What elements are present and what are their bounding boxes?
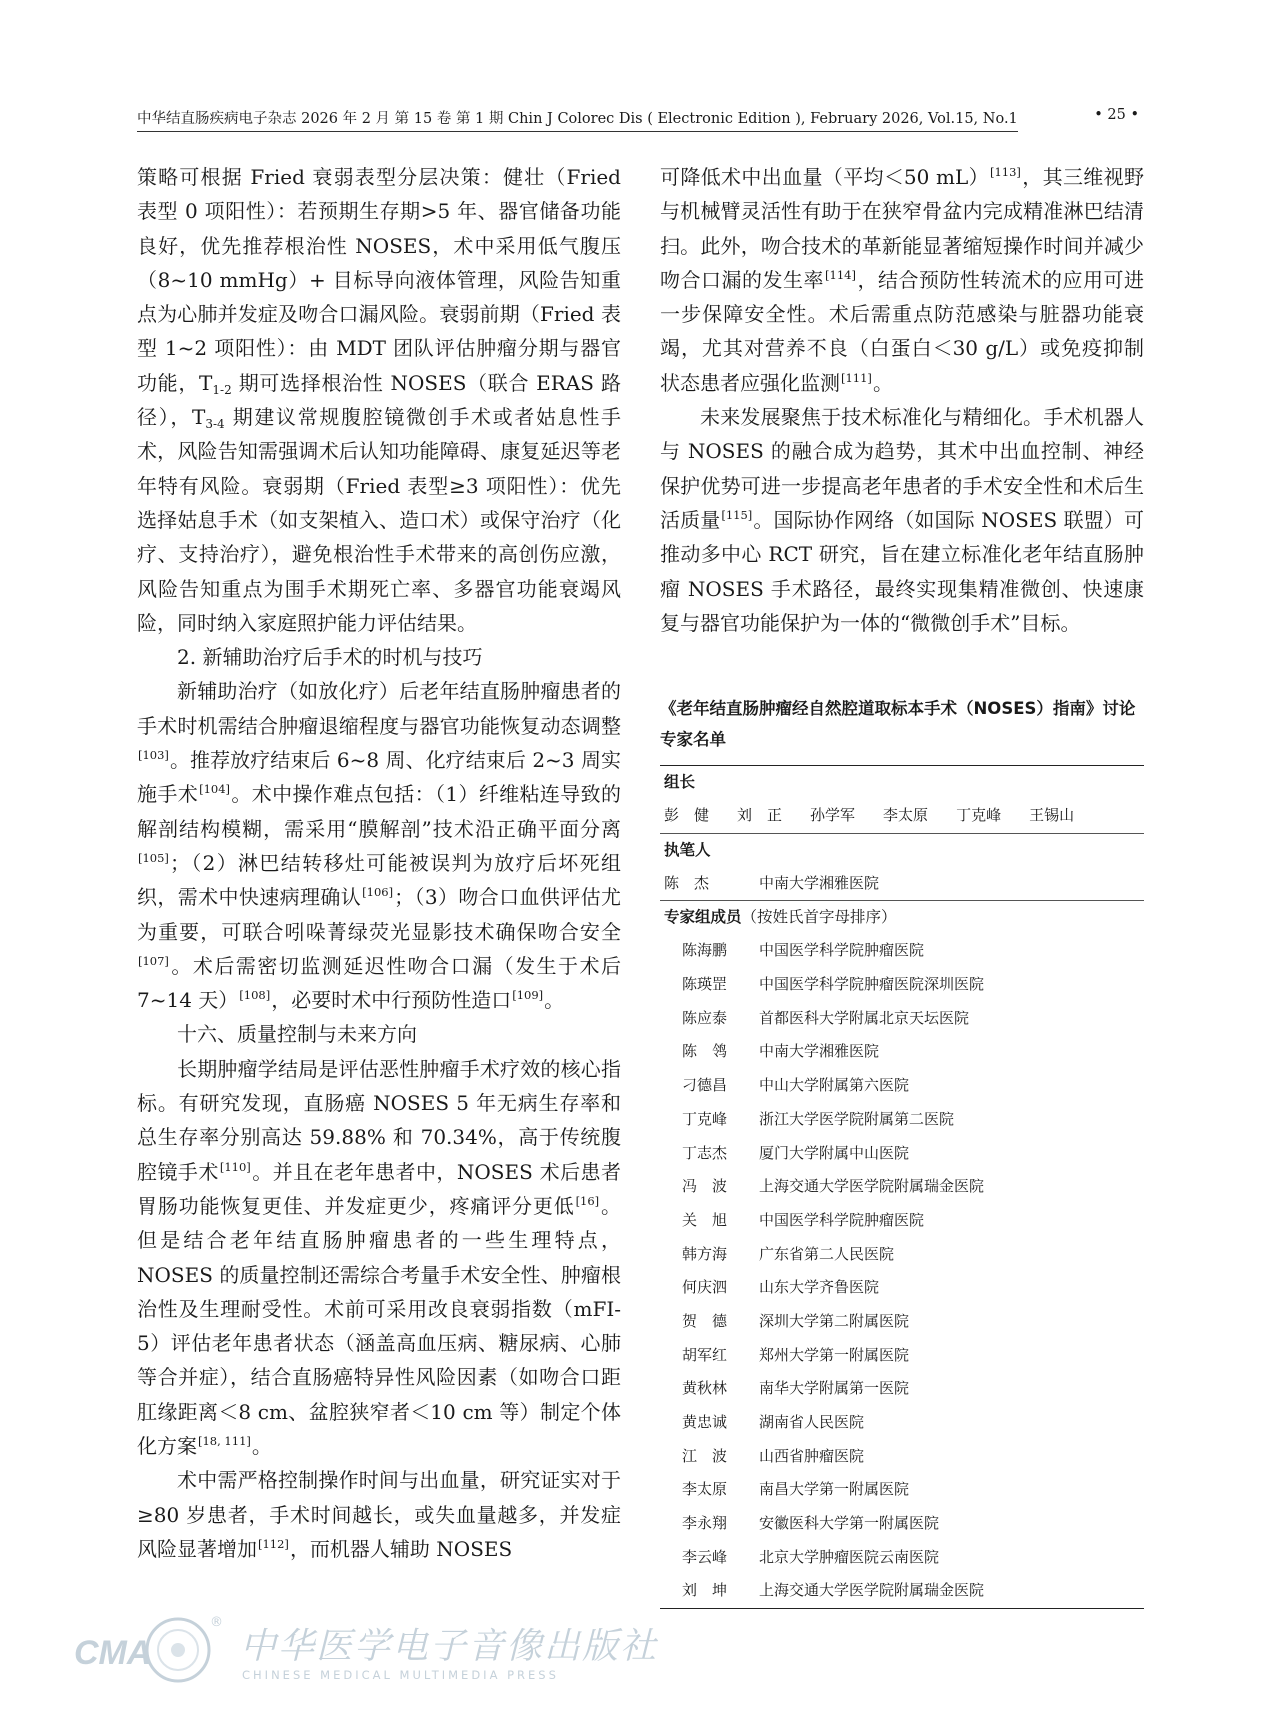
registered-mark: ® bbox=[210, 1615, 223, 1630]
writer-org: 中南大学湘雅医院 bbox=[759, 873, 880, 892]
member-org: 中国医学科学院肿瘤医院 bbox=[759, 1210, 925, 1229]
left-column bbox=[137, 160, 621, 1566]
members-heading: 专家组成员（按姓氏首字母排序） bbox=[664, 908, 897, 927]
member-name: 李永翔 bbox=[682, 1514, 728, 1533]
member-row bbox=[660, 1069, 1144, 1103]
citation[interactable]: [111] bbox=[841, 370, 872, 385]
paragraph-future-direction: 未来发展聚焦于技术标准化与精细化。手术机器人与 NOSES 的融合成为趋势，其术中出血控制、神经保护优势可进一步提高老年患者的手术安全性和术后生活质量[115]。国际协作网络（如国际 NOSES 联盟）可推动多中心 RCT 研究，旨在建立标准化老年结直肠肿瘤 NOSES 手术路径，最终实现集精准微创、快速康复与器官功能保护为一体的“微微创手术”目标。 bbox=[660, 405, 1144, 635]
leader-name: 孙学军 bbox=[810, 806, 856, 824]
member-name: 关 旭 bbox=[682, 1210, 728, 1229]
leader-name: 丁克峰 bbox=[956, 806, 1002, 824]
member-name: 陈瑛罡 bbox=[682, 975, 728, 994]
publisher-logo bbox=[70, 1612, 659, 1692]
paragraph-frailty-strategy: 策略可根据 Fried 衰弱表型分层决策：健壮（Fried 表型 0 项阳性）：若预期生存期>5 年、器官储备功能良好，优先推荐根治性 NOSES，术中采用低气腹压（8~10 mmHg）+ 目标导向液体管理，风险告知重点为心肺并发症及吻合口漏风险。衰弱前期（Fried 表型 1~2 项阳性）：由 MDT 团队评估肿瘤分期与器官功能，$T_{1-2}$ 期可选择根治性 NOSES（联合 ERAS 路径），$T_{3-4}$ 期建议常规腹腔镜微创手术或者姑息性手术，风险告知需强调术后认知功能障碍、康复延迟等老年特有风险。衰弱期（Fried 表型≥3 项阳性）：优先选择姑息手术（如支架植入、造口术）或保守治疗（化疗、支持治疗），避免根治性手术带来的高创伤应激，风险告知重点为围手术期死亡率、多器官功能衰竭风险，同时纳入家庭照护能力评估结果。 bbox=[137, 165, 622, 635]
member-org: 上海交通大学医学院附属瑞金医院 bbox=[759, 1177, 985, 1196]
member-name: 李云峰 bbox=[682, 1547, 728, 1566]
press-name-cn: 中华医学电子音像出版社 bbox=[240, 1626, 659, 1667]
writer-heading: 执笔人 bbox=[664, 840, 711, 859]
leader-name: 刘 正 bbox=[737, 806, 783, 824]
member-org: 南昌大学第一附属医院 bbox=[759, 1480, 910, 1499]
press-name-en: CHINESE MEDICAL MULTIMEDIA PRESS bbox=[242, 1668, 559, 1682]
leader-name: 王锡山 bbox=[1029, 806, 1075, 824]
member-org: 首都医科大学附属北京天坛医院 bbox=[759, 1008, 970, 1027]
cma-disc-logo bbox=[70, 1612, 235, 1684]
member-name: 陈 鸰 bbox=[682, 1042, 728, 1061]
member-org: 厦门大学附属中山医院 bbox=[759, 1143, 910, 1162]
member-row bbox=[660, 1372, 1144, 1406]
citation[interactable]: [112] bbox=[258, 1536, 289, 1551]
member-org: 山东大学齐鲁医院 bbox=[759, 1278, 880, 1297]
member-row bbox=[660, 1440, 1144, 1474]
member-name: 冯 波 bbox=[682, 1177, 728, 1196]
subsection-heading-neoadjuvant: 2. 新辅助治疗后手术的时机与技巧 bbox=[177, 645, 483, 670]
member-row bbox=[660, 1541, 1144, 1575]
member-org: 中国医学科学院肿瘤医院深圳医院 bbox=[759, 975, 985, 994]
member-row bbox=[660, 1002, 1144, 1036]
member-org: 广东省第二人民医院 bbox=[759, 1244, 895, 1263]
member-name: 黄秋林 bbox=[682, 1379, 728, 1398]
journal-citation: 中华结直肠疾病电子杂志 2026 年 2 月 第 15 卷 第 1 期 Chin J Colorec Dis ( Electronic Edition ), February 2026, Vol.15, No.1 bbox=[137, 107, 1018, 132]
citation[interactable]: [107] bbox=[138, 953, 169, 968]
citation[interactable]: [114] bbox=[825, 267, 856, 282]
member-org: 安徽医科大学第一附属医院 bbox=[759, 1514, 940, 1533]
member-row bbox=[660, 1406, 1144, 1440]
member-name: 陈海鹏 bbox=[682, 941, 728, 960]
paragraph-oncologic-outcome: 长期肿瘤学结局是评估恶性肿瘤手术疗效的核心指标。有研究发现，直肠癌 NOSES 5 年无病生存率和总生存率分别高达 59.88% 和 70.34%，高于传统腹腔镜手术[110]。并且在老年患者中，NOSES 术后患者胃肠功能恢复更佳、并发症更少，疼痛评分更低[16]。但是结合老年结直肠肿瘤患者的一些生理特点，NOSES 的质量控制还需综合考量手术安全性、肿瘤根治性及生理耐受性。术前可采用改良衰弱指数（mFI-5）评估老年患者状态（涵盖高血压病、糖尿病、心肺等合并症），结合直肠癌特异性风险因素（如吻合口距肛缘距离＜8 cm、盆腔狭窄者＜10 cm 等）制定个体化方案[18, 111]。 bbox=[137, 1056, 622, 1458]
writer-row bbox=[660, 867, 1144, 901]
member-org: 北京大学肿瘤医院云南医院 bbox=[759, 1547, 940, 1566]
citation[interactable]: [105] bbox=[138, 850, 169, 865]
leader-heading: 组长 bbox=[664, 773, 696, 791]
cma-logo-text: CMA bbox=[74, 1634, 152, 1672]
expert-list bbox=[660, 693, 1144, 1609]
member-row bbox=[660, 1339, 1144, 1373]
section-heading-quality-control: 十六、质量控制与未来方向 bbox=[177, 1022, 417, 1047]
member-name: 刁德昌 bbox=[682, 1076, 728, 1095]
running-header bbox=[137, 107, 1139, 131]
member-row bbox=[660, 1507, 1144, 1541]
citation[interactable]: [109] bbox=[512, 988, 544, 1003]
member-name: 丁克峰 bbox=[682, 1109, 728, 1128]
right-column bbox=[660, 160, 1144, 640]
member-name: 丁志杰 bbox=[682, 1143, 728, 1162]
leader-name: 李太原 bbox=[883, 806, 929, 824]
member-org: 湖南省人民医院 bbox=[759, 1413, 865, 1431]
member-org: 中山大学附属第六医院 bbox=[759, 1076, 910, 1095]
member-list bbox=[660, 934, 1144, 1608]
paragraph-intraoperative-control: 术中需严格控制操作时间与出血量，研究证实对于≥80 岁患者，手术时间越长，或失血量越多，并发症风险显著增加[112]，而机器人辅助 NOSES bbox=[137, 1468, 621, 1561]
member-row bbox=[660, 1473, 1144, 1507]
member-org: 山西省肿瘤医院 bbox=[759, 1446, 865, 1465]
citation[interactable]: [16] bbox=[575, 1193, 600, 1208]
member-row bbox=[660, 934, 1144, 968]
member-name: 李太原 bbox=[682, 1480, 728, 1499]
member-row bbox=[660, 1305, 1144, 1339]
member-row bbox=[660, 1137, 1144, 1171]
member-name: 贺 德 bbox=[682, 1311, 728, 1330]
citation[interactable]: [113] bbox=[989, 165, 1021, 179]
page-number: • 25 • bbox=[1094, 107, 1139, 123]
paragraph-neoadjuvant-timing: 新辅助治疗（如放化疗）后老年结直肠肿瘤患者的手术时机需结合肿瘤退缩程度与器官功能恢复动态调整[103]。推荐放疗结束后 6~8 周、化疗结束后 2~3 周实施手术[104]。术中操作难点包括：（1）纤维粘连导致的解剖结构模糊，需采用“膜解剖”技术沿正确平面分离[105]；（2）淋巴结转移灶可能被误判为放疗后坏死组织，需术中快速病理确认[106]；（3）吻合口血供评估尤为重要，可联合吲哚菁绿荧光显影技术确保吻合安全[107]。术后需密切监测延迟性吻合口漏（发生于术后 7~14 天）[108]，必要时术中行预防性造口[109]。 bbox=[137, 679, 621, 1013]
member-name: 黄忠诚 bbox=[682, 1413, 728, 1431]
leader-name: 彭 健 bbox=[664, 806, 710, 824]
citation[interactable]: [18, 111] bbox=[198, 1433, 251, 1448]
citation[interactable]: [106] bbox=[362, 885, 394, 900]
member-row bbox=[660, 1035, 1144, 1069]
citation[interactable]: [108] bbox=[239, 988, 271, 1003]
member-name: 何庆泗 bbox=[682, 1278, 728, 1297]
citation[interactable]: [104] bbox=[199, 782, 231, 797]
citation[interactable]: [115] bbox=[721, 507, 753, 522]
member-org: 南华大学附属第一医院 bbox=[759, 1379, 910, 1398]
member-row bbox=[660, 1204, 1144, 1238]
member-org: 中南大学湘雅医院 bbox=[759, 1042, 880, 1061]
member-row bbox=[660, 1238, 1144, 1272]
member-row bbox=[660, 1271, 1144, 1305]
citation[interactable]: [110] bbox=[219, 1159, 251, 1174]
member-name: 江 波 bbox=[682, 1446, 728, 1465]
member-row bbox=[660, 1103, 1144, 1137]
member-name: 刘 坤 bbox=[682, 1581, 728, 1600]
expert-list-title: 《老年结直肠肿瘤经自然腔道取标本手术（NOSES）指南》讨论专家名单 bbox=[660, 699, 1136, 749]
members-sort-note: （按姓氏首字母排序） bbox=[741, 908, 897, 927]
member-org: 深圳大学第二附属医院 bbox=[759, 1311, 910, 1330]
member-row bbox=[660, 1574, 1144, 1608]
writer-name: 陈 杰 bbox=[664, 873, 710, 892]
member-org: 郑州大学第一附属医院 bbox=[759, 1345, 910, 1364]
paragraph-robotic-noses: 可降低术中出血量（平均＜50 mL）[113]，其三维视野与机械臂灵活性有助于在狭窄骨盆内完成精准淋巴结清扫。此外，吻合技术的革新能显著缩短操作时间并减少吻合口漏的发生率[114]，结合预防性转流术的应用可进一步保障安全性。术后需重点防范感染与脏器功能衰竭，尤其对营养不良（白蛋白＜30 g/L）或免疫抑制状态患者应强化监测[111]。 bbox=[660, 165, 1145, 395]
member-name: 韩方海 bbox=[682, 1244, 728, 1263]
member-name: 胡军红 bbox=[682, 1345, 728, 1364]
member-name: 陈应泰 bbox=[682, 1008, 728, 1027]
member-row bbox=[660, 1170, 1144, 1204]
member-org: 浙江大学医学院附属第二医院 bbox=[759, 1109, 955, 1128]
member-org: 中国医学科学院肿瘤医院 bbox=[759, 941, 925, 960]
leader-names bbox=[660, 799, 1144, 833]
member-row bbox=[660, 968, 1144, 1002]
table-bottom-rule bbox=[660, 1608, 1144, 1609]
citation[interactable]: [103] bbox=[138, 748, 169, 763]
member-org: 上海交通大学医学院附属瑞金医院 bbox=[759, 1581, 985, 1600]
